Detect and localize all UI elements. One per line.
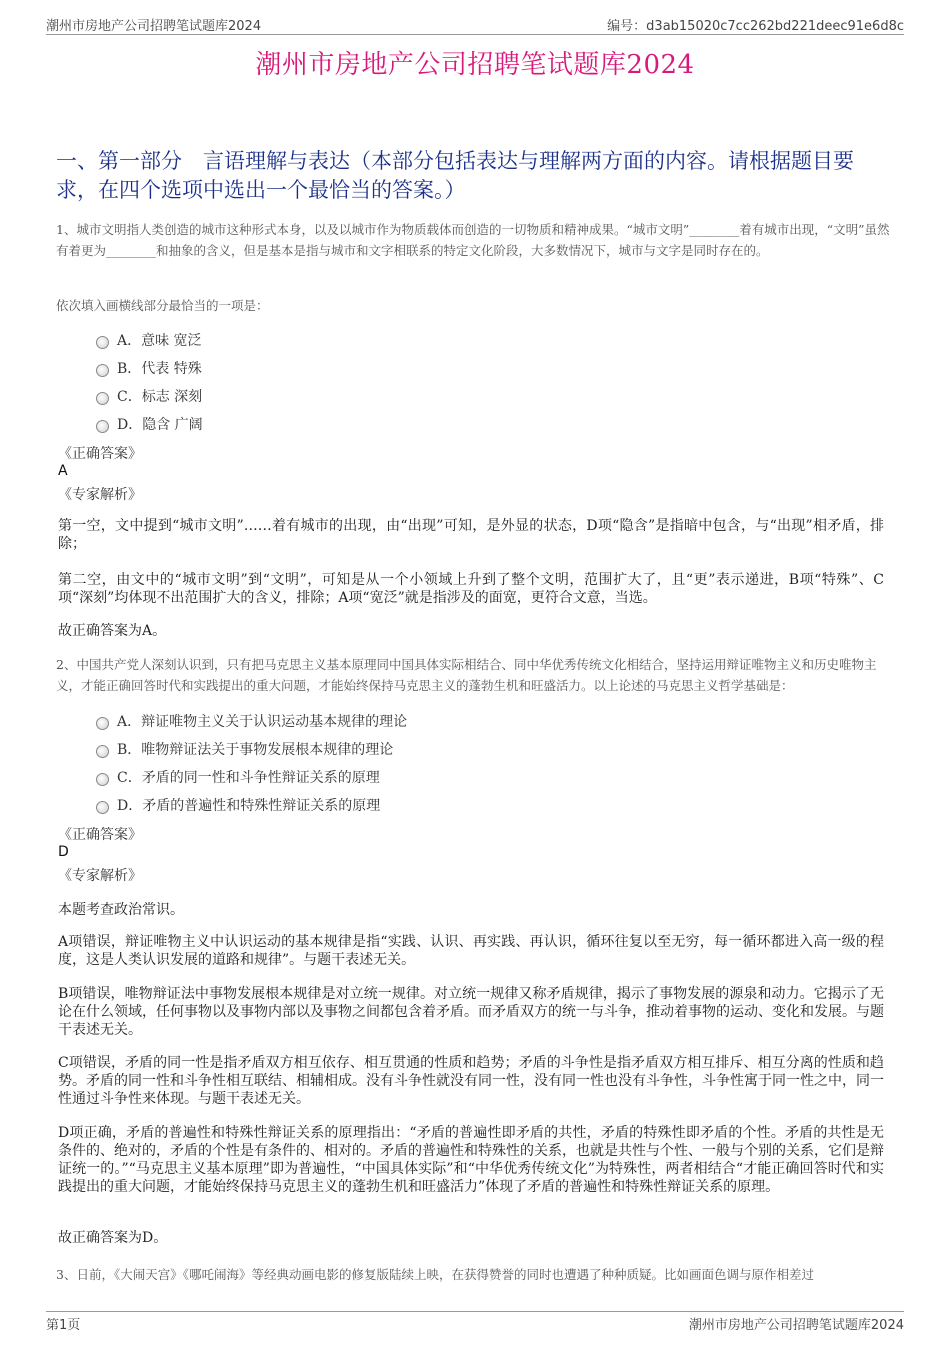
- radio-icon[interactable]: [96, 392, 109, 405]
- q2-option-c[interactable]: C．矛盾的同一性和斗争性辩证关系的原理: [96, 767, 380, 787]
- q1-analysis-paragraph: 第二空，由文中的“城市文明”到“文明”，可知是从一个小领域上升到了整个文明，范围扩大了，且“更”表示递进，B项“特殊”、C项“深刻”均体现不出范围扩大的含义，排除；A项“宽泛”就是指涉及的面宽，更符合文意，当选。: [58, 572, 884, 606]
- page-number: 第1页: [46, 1318, 81, 1333]
- q2-analysis-paragraph: A项错误，辩证唯物主义中认识运动的基本规律是指“实践、认识、再实践、再认识，循环往复以至无穷，每一循环都进入高一级的程度，这是人类认识发展的道路和规律”。与题干表述无关。: [58, 934, 884, 968]
- q1-analysis-paragraph: 故正确答案为A。: [58, 623, 167, 639]
- header-divider: [46, 34, 904, 35]
- footer-divider: [46, 1311, 904, 1312]
- q2-answer-value: D: [58, 844, 69, 860]
- radio-icon[interactable]: [96, 336, 109, 349]
- q2-analysis-paragraph: 故正确答案为D。: [58, 1230, 168, 1246]
- section-heading: 一、第一部分 言语理解与表达（本部分包括表达与理解两方面的内容。请根据题目要求，在四个选项中选出一个最恰当的答案。）: [56, 149, 854, 202]
- header-doc-id: 编号：d3ab15020c7cc262bd221deec91e6d8c: [607, 19, 904, 34]
- radio-icon[interactable]: [96, 364, 109, 377]
- q2-option-d[interactable]: D．矛盾的普遍性和特殊性辩证关系的原理: [96, 795, 380, 815]
- q2-answer-label: 《正确答案》: [58, 827, 142, 843]
- q2-analysis-paragraph: C项错误，矛盾的同一性是指矛盾双方相互依存、相互贯通的性质和趋势；矛盾的斗争性是指矛盾双方相互排斥、相互分离的性质和趋势。矛盾的同一性和斗争性相互联结、相辅相成。没有斗争性就没有同一性，没有同一性也没有斗争性，斗争性寓于同一性之中，同一性通过斗争性来体现。与题干表述无关。: [58, 1055, 884, 1107]
- q2-analysis-paragraph: D项正确，矛盾的普遍性和特殊性辩证关系的原理指出：“矛盾的普遍性即矛盾的共性，矛盾的特殊性即矛盾的个性。矛盾的共性是无条件的、绝对的，矛盾的个性是有条件的、相对的。矛盾的普遍性和特殊性的关系，也就是共性与个性、一般与个别的关系，它们是辩证统一的。”“马克思主义基本原理”即为普遍性，“中国具体实际”和“中华优秀传统文化”为特殊性，两者相结合“才能正确回答时代和实践提出的重大问题，才能始终保持马克思主义的蓬勃生机和旺盛活力”体现了矛盾的普遍性和特殊性辩证关系的原理。: [58, 1125, 884, 1195]
- q2-analysis-paragraph: B项错误，唯物辩证法中事物发展根本规律是对立统一规律。对立统一规律又称矛盾规律，揭示了事物发展的源泉和动力。它揭示了无论在什么领域，任何事物以及事物内部以及事物之间都包含着矛盾。而矛盾双方的统一与斗争，推动着事物的运动、变化和发展。与题干表述无关。: [58, 986, 884, 1038]
- q1-option-d[interactable]: D．隐含 广阔: [96, 414, 203, 434]
- header-doc-title: 潮州市房地产公司招聘笔试题库2024: [46, 19, 262, 34]
- q2-analysis-paragraph: 本题考查政治常识。: [58, 902, 184, 918]
- radio-icon[interactable]: [96, 801, 109, 814]
- question-1-text: 1、城市文明指人类创造的城市这种形式本身，以及以城市作为物质载体而创造的一切物质和精神成果。“城市文明”________着有城市出现，“文明”虽然有着更为________和抽象的含义，但是基本是指与城市和文字相联系的特定文化阶段，大多数情况下，城市与文字是同时存在的。: [56, 222, 890, 258]
- q1-option-a[interactable]: A．意味 宽泛: [96, 330, 202, 350]
- footer-doc-title: 潮州市房地产公司招聘笔试题库2024: [688, 1318, 904, 1333]
- radio-icon[interactable]: [96, 420, 109, 433]
- radio-icon[interactable]: [96, 773, 109, 786]
- q2-option-a[interactable]: A．辩证唯物主义关于认识运动基本规律的理论: [96, 711, 407, 731]
- page-title: 潮州市房地产公司招聘笔试题库2024: [255, 50, 695, 80]
- q1-option-c[interactable]: C．标志 深刻: [96, 386, 202, 406]
- q1-analysis-paragraph: 第一空，文中提到“城市文明”……着有城市的出现，由“出现”可知，是外显的状态，D项“隐含”是指暗中包含，与“出现”相矛盾，排除；: [58, 518, 884, 552]
- q1-answer-label: 《正确答案》: [58, 446, 142, 462]
- q2-option-b[interactable]: B．唯物辩证法关于事物发展根本规律的理论: [96, 739, 393, 759]
- question-2-text: 2、中国共产党人深刻认识到，只有把马克思主义基本原理同中国具体实际相结合、同中华优秀传统文化相结合，坚持运用辩证唯物主义和历史唯物主义，才能正确回答时代和实践提出的重大问题，才能始终保持马克思主义的蓬勃生机和旺盛活力。以上论述的马克思主义哲学基础是：: [56, 657, 877, 693]
- q2-analysis-label: 《专家解析》: [58, 868, 142, 884]
- radio-icon[interactable]: [96, 745, 109, 758]
- q1-analysis-label: 《专家解析》: [58, 487, 142, 503]
- question-3-text: 3、日前，《大闹天宫》《哪吒闹海》等经典动画电影的修复版陆续上映，在获得赞誉的同时也遭遇了种种质疑。比如画面色调与原作相差过: [56, 1267, 814, 1282]
- q1-option-b[interactable]: B．代表 特殊: [96, 358, 202, 378]
- radio-icon[interactable]: [96, 717, 109, 730]
- q1-answer-value: A: [58, 463, 68, 479]
- question-1-prompt: 依次填入画横线部分最恰当的一项是：: [56, 298, 269, 313]
